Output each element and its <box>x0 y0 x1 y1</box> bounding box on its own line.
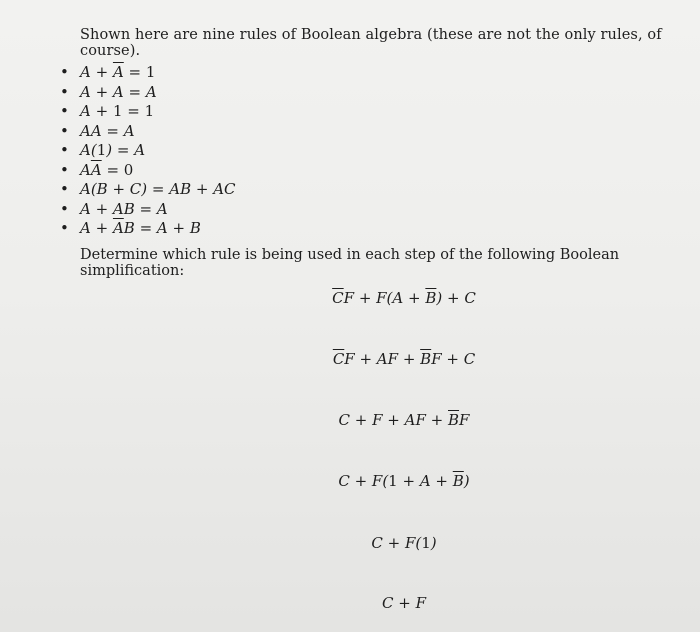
expression-part: A + A = A <box>80 82 157 101</box>
number: 1 <box>144 102 155 120</box>
rule-item <box>60 161 236 181</box>
bullet-icon: • <box>60 199 69 218</box>
number: 0 <box>123 160 134 179</box>
simplification-step <box>0 594 700 612</box>
overlined-term: $\overline{B}$ <box>420 350 432 368</box>
rule-item <box>60 141 236 161</box>
bullet-icon: • <box>60 180 69 198</box>
expression-part: A(1) = A <box>80 141 146 159</box>
number: 1 <box>112 102 123 120</box>
bullet-icon: • <box>60 160 69 179</box>
overlined-term: $\overline{A}$ <box>112 63 124 81</box>
overlined-term: $\overline{A}$ <box>90 160 102 179</box>
rule-list <box>60 63 236 239</box>
simplification-step <box>0 411 700 429</box>
expression-part: ) + C <box>436 289 476 307</box>
expression-part: B = A + B <box>123 219 201 237</box>
overlined-term: $\overline{B}$ <box>425 289 437 307</box>
expression-part: A + AB = A <box>80 199 168 218</box>
bullet-icon: • <box>60 121 69 140</box>
expression-part: = 1 <box>123 63 156 81</box>
expression-part: = 0 <box>101 160 134 179</box>
rule-expression <box>80 141 145 159</box>
simplification-step <box>0 289 700 307</box>
expression-part: C + F + AF + <box>338 411 448 429</box>
simplification-step <box>0 534 700 552</box>
expression-part: ) <box>463 472 470 490</box>
number: 1 <box>388 472 398 490</box>
simplification-step <box>0 472 700 490</box>
expression-part: A + <box>80 219 113 237</box>
bullet-icon: • <box>60 102 69 120</box>
expression-part: AA = A <box>80 121 135 140</box>
rule-expression <box>80 200 168 218</box>
bullet-icon: • <box>60 141 69 159</box>
overlined-term: $\overline{C}$ <box>332 350 345 368</box>
expression-part: C + F <box>382 594 426 612</box>
number: 1 <box>145 63 156 81</box>
expression-part: F + C <box>431 350 476 368</box>
rule-expression <box>80 63 155 81</box>
rule-item <box>60 122 236 142</box>
overlined-term: $\overline{B}$ <box>448 411 460 429</box>
number: 1 <box>96 141 107 159</box>
expression-part: A(B + C) = AB + AC <box>80 180 236 198</box>
expression-part: C + F(1) <box>371 534 437 552</box>
overlined-term: $\overline{A}$ <box>112 219 124 237</box>
number: 1 <box>421 534 431 552</box>
rule-item <box>60 102 236 122</box>
rule-expression <box>80 122 135 140</box>
bullet-icon: • <box>60 82 69 101</box>
expression-part: A <box>80 160 91 179</box>
rule-item <box>60 219 236 239</box>
bullet-icon: • <box>60 63 69 81</box>
expression-part: F <box>459 411 470 429</box>
expression-part: F + AF + <box>344 350 421 368</box>
rule-expression <box>80 161 133 179</box>
expression-part: A + <box>80 63 113 81</box>
rule-item <box>60 63 236 83</box>
overlined-term: $\overline{B}$ <box>452 472 464 490</box>
expression-part: A + 1 = 1 <box>80 102 155 120</box>
rule-item <box>60 180 236 200</box>
rule-expression <box>80 83 157 101</box>
rule-expression <box>80 180 236 198</box>
expression-part: F + F(A + <box>343 289 426 307</box>
question-text: Determine which rule is being used in each step of the following Boolean simplification: <box>80 247 620 279</box>
expression-part: C + F(1 + A + <box>338 472 453 490</box>
rule-item <box>60 83 236 103</box>
rule-item <box>60 200 236 220</box>
intro-text: Shown here are nine rules of Boolean algebra (these are not the only rules, of course). <box>80 27 662 59</box>
overlined-term: $\overline{C}$ <box>332 289 344 307</box>
bullet-icon: • <box>60 219 69 237</box>
simplification-step <box>0 350 700 368</box>
rule-expression <box>80 219 201 237</box>
rule-expression <box>80 102 154 120</box>
